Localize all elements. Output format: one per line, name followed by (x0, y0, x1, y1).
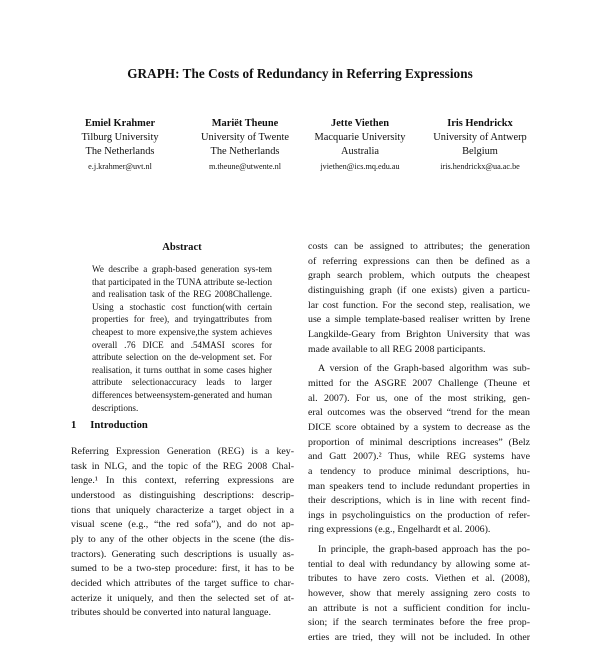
text-line: acterize it uniquely, and then the selected set of at- (71, 592, 294, 604)
text-line: (with certain properties for free), and trying (92, 301, 272, 325)
text-line: of referring expressions can then be defined as a (308, 255, 530, 267)
text-line: tions that uniquely characterize a target object in a (71, 504, 294, 516)
text-line: tractors). Generating such descriptions is usually as- (71, 548, 294, 560)
author-name: Jette Viethen (331, 118, 389, 129)
text-line: DICE score obtained by a system to decrease as the (308, 421, 530, 433)
text-line: erties are tried, they will not be included. In other (308, 632, 530, 644)
section-number: 1 (71, 420, 77, 431)
text-line: mitted for the ASGRE 2007 Challenge (Theune et (308, 377, 530, 389)
author-email: jviethen@ics.mq.edu.au (320, 162, 400, 171)
text-line: A version of the Graph-based algorithm was sub- (318, 363, 530, 375)
author-affiliation: Tilburg University (81, 132, 159, 143)
author-affiliation: University of Twente (201, 132, 289, 143)
author-country: Australia (340, 146, 380, 157)
text-line: ring expressions (e.g., Engelhardt et al. 2006). (308, 524, 491, 536)
text-line: sumed to be a two-step procedure: first, it has to be (71, 563, 294, 575)
text-line: a tendency to produce minimal descriptions, hu- (308, 465, 530, 477)
text-line: the system achieves overall .76 DICE and .54 (92, 326, 272, 350)
text-line: made available to all REG 2008 participants. (308, 343, 486, 355)
author-country: The Netherlands (85, 146, 155, 157)
text-line: decided which attributes of the target suffice to char- (71, 577, 294, 589)
text-line: their descriptions, which is in line with recent find- (308, 495, 530, 507)
author-affiliation: University of Antwerp (433, 132, 527, 143)
author-country: The Netherlands (210, 146, 280, 157)
text-line: proportion of minimal descriptions increases” (Belz (308, 436, 530, 448)
text-line: distinguishing graph (if one exists) given a particu- (308, 284, 530, 296)
text-line: ings in psycholinguistics on the production of refer- (308, 509, 530, 521)
author-name: Iris Hendrickx (447, 118, 513, 129)
text-line: system-generated and human descriptions. (92, 389, 273, 413)
abstract-body (92, 263, 272, 414)
text-line: Referring Expression Generation (REG) is a key- (71, 446, 294, 457)
text-line: Langkilde-Geary from Brighton University that was (308, 328, 530, 340)
text-line: We describe a graph-based generation sys- (92, 264, 259, 274)
author-block (290, 117, 430, 174)
text-line: lection and realisation task of the REG 2008 (92, 276, 272, 300)
text-line: attributes from cheapest to more expensive, (92, 314, 272, 337)
text-line: tributes to have zero costs. Viethen et al. (2008), (308, 573, 530, 585)
intro-left-column (71, 445, 294, 621)
text-line: tributes should be converted into natural language. (71, 607, 271, 619)
author-name: Mariët Theune (211, 118, 279, 129)
paper-title: GRAPH: The Costs of Redundancy in Referring Expressions (127, 66, 473, 81)
text-line: an attribute is not a sufficient condition for inclu- (308, 602, 530, 614)
text-line: and Gatt 2007).² Thus, while REG systems have (308, 451, 530, 463)
author-affiliation: Macquarie University (314, 132, 406, 143)
text-line: understood as distinguishing descriptions: descrip- (71, 489, 294, 501)
text-line: lar cost function. For the second step, realisation, we (308, 299, 530, 311)
text-line: lenge.¹ In this context, referring expressions are (71, 475, 294, 487)
author-email: iris.hendrickx@ua.ac.be (440, 162, 520, 171)
text-line: that in some cases higher attribute selection (92, 364, 272, 388)
text-line: velopment set. For realisation, it turns out (92, 352, 272, 375)
text-line: ply to any of the other objects in the scene (the dis- (71, 533, 294, 545)
text-line: use a simple template-based realiser written by Irene (308, 314, 530, 326)
author-email: e.j.krahmer@uvt.nl (88, 162, 152, 171)
text-line: tential to deal with redundancy by allowing some at- (308, 558, 530, 570)
text-line: accuracy leads to larger differences between (92, 377, 273, 400)
text-line: graph search problem, which outputs the cheapest (308, 270, 530, 282)
author-block (50, 117, 190, 174)
text-line: however, show that merely assigning zero costs to (308, 588, 530, 600)
text-line: visual scene (e.g., “the red sofa”), and do not ap- (71, 519, 294, 531)
text-line: tem that participated in the TUNA attribute se- (92, 264, 272, 287)
text-line: In principle, the graph-based approach has the po- (318, 544, 530, 556)
text-line: al. 2007). For us, one of the most striking, gen- (308, 392, 530, 404)
text-line: man speakers tend to include redundant properties in (308, 480, 530, 492)
text-line: MASI scores for attribute selection on the de- (92, 339, 272, 363)
text-line: costs can be assigned to attributes; the generation (308, 241, 530, 252)
section-title: Introduction (90, 420, 148, 431)
intro-right-column (308, 240, 530, 646)
text-line: sion; if the search terminates before the free prop- (308, 617, 530, 629)
author-country: Belgium (462, 146, 498, 157)
text-line: task in NLG, and the topic of the REG 2008 Chal- (71, 460, 294, 472)
text-line: Challenge. Using a stochastic cost function (92, 289, 272, 312)
author-name: Emiel Krahmer (84, 118, 156, 129)
author-block (410, 117, 550, 174)
text-line: eral outcomes was the observed “trend for the mean (308, 407, 530, 419)
author-email: m.theune@utwente.nl (208, 162, 282, 171)
abstract-heading: Abstract (162, 242, 202, 253)
section-heading (71, 420, 148, 431)
